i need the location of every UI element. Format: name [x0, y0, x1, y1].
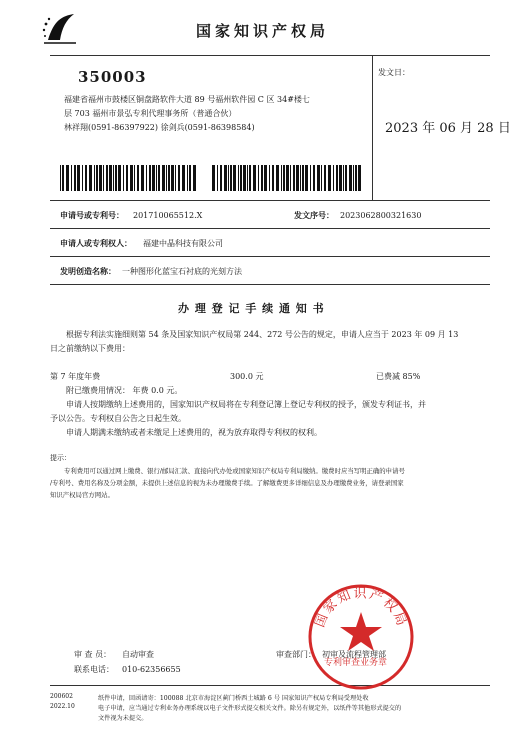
- official-seal: [306, 582, 416, 692]
- notice-paragraph-2-cont: 予以公告。专利权自公告之日起生效。: [50, 414, 186, 423]
- postal-code: 350003: [78, 68, 147, 86]
- dispatch-label: 发文日：: [378, 68, 410, 77]
- paid-fees: 附已缴费用情况： 年费 0.0 元。: [66, 386, 183, 395]
- examiner-name: 自动审查: [122, 650, 154, 659]
- hints-title: 提示：: [50, 454, 71, 462]
- serial-number-label: 发文序号：: [294, 211, 334, 220]
- hints-line-3: 知识产权局官方网站。: [50, 491, 114, 499]
- invention-title-label: 发明创造名称：: [60, 267, 116, 276]
- hints-line-2: /专利号、费用名称及分项金额，未提供上述信息的视为未办理缴费手续。了解缴费更多详细信息及办理缴费业务，请登录国家: [50, 479, 404, 487]
- phone-number: 010-62356655: [122, 665, 181, 674]
- notice-paragraph-1-cont: 日之前缴纳以下费用：: [50, 344, 130, 353]
- address-line-1: 福建省福州市鼓楼区铜盘路软件大道 89 号福州软件园 C 区 34#楼七: [64, 95, 310, 104]
- department-name: 初审及流程管理部: [322, 650, 386, 659]
- barcode-left: [60, 165, 200, 191]
- applicant-label: 申请人或专利权人：: [60, 239, 132, 248]
- notice-paragraph-2: 申请人按期缴纳上述费用的，国家知识产权局将在专利登记簿上登记专利权的授予，颁发专利证书，并: [66, 400, 426, 409]
- office-name: 国家知识产权局: [196, 22, 330, 40]
- notice-paragraph-3: 申请人期满未缴纳或者未缴足上述费用的，视为放弃取得专利权的权利。: [66, 428, 322, 437]
- notice-title: 办 理 登 记 手 续 通 知 书: [178, 302, 325, 315]
- svg-text:国家知识产权局: 国家知识产权局: [312, 586, 410, 630]
- fee-item: 第 7 年度年费: [50, 372, 101, 381]
- fee-reduction: 已费减 85%: [376, 372, 421, 381]
- form-code: 200602: [50, 693, 73, 700]
- invention-title: 一种图形化蓝宝石衬底的光刻方法: [122, 267, 242, 276]
- applicant-name: 福建中晶科技有限公司: [143, 239, 223, 248]
- seal-subtext: 专利审查业务章: [324, 658, 388, 668]
- footer-note-1: 纸件申请，回函请寄：100088 北京市海淀区蓟门桥西土城路 6 号 国家知识产权局专利局受理处收: [98, 695, 369, 702]
- department-label: 审查部门：: [276, 650, 316, 659]
- address-line-2: 层 703 福州市景弘专利代理事务所（普通合伙）: [64, 109, 237, 118]
- serial-number: 2023062800321630: [340, 211, 422, 220]
- application-number-label: 申请号或专利号：: [60, 211, 124, 220]
- notice-paragraph-1: 根据专利法实施细则第 54 条及国家知识产权局第 244、272 号公告的规定，申请人应当于 2023 年 09 月 13: [66, 330, 459, 339]
- application-number: 201710065512.X: [133, 211, 203, 220]
- footer-note-2: 电子申请，应当通过专利业务办理系统以电子文件形式提交相关文件。除另有规定外，以纸件等其他形式提交的: [98, 705, 402, 712]
- footer-note-3: 文件视为未提交。: [98, 715, 148, 722]
- hints-line-1: 专利费用可以通过网上缴费、银行/邮局汇款、直接向代办处或国家知识产权局专利局缴纳。缴费时应当写明正确的申请号: [64, 467, 405, 475]
- phone-label: 联系电话：: [74, 665, 114, 674]
- cnipa-logo: [40, 10, 80, 46]
- fee-amount: 300.0 元: [230, 372, 264, 381]
- dispatch-date: 2023 年 06 月 28 日: [385, 121, 511, 136]
- examiner-label: 审 查 员：: [74, 650, 112, 659]
- form-date: 2022.10: [50, 703, 75, 710]
- contact-line: 林祥翔(0591-86397922) 徐剑兵(0591-86398584): [64, 123, 255, 132]
- barcode-right: [212, 165, 362, 191]
